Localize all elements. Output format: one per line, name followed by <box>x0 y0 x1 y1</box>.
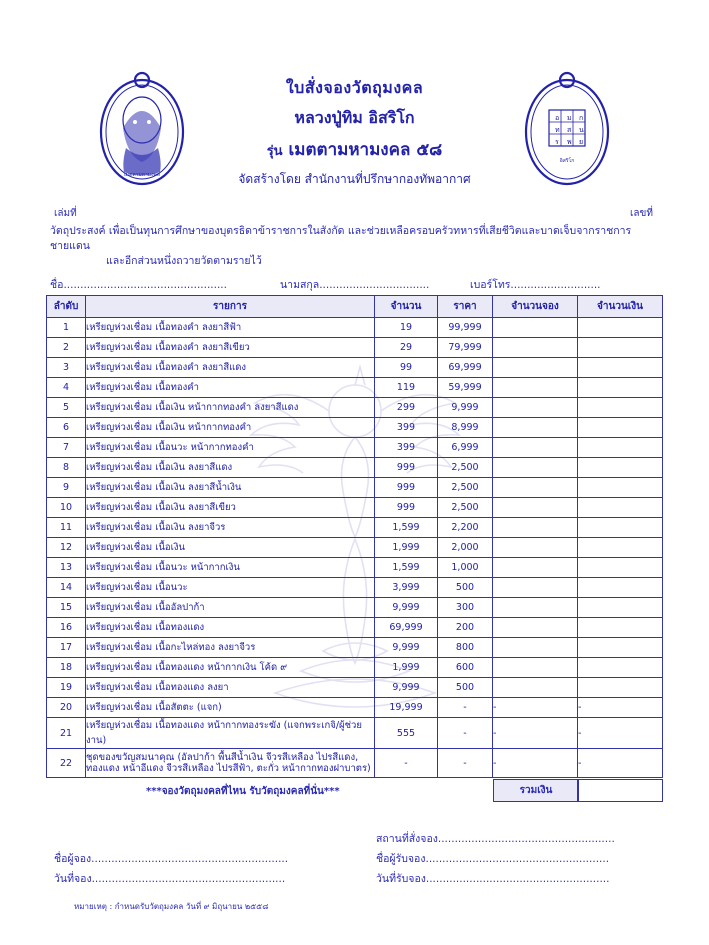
cell-qty: 1,599 <box>375 518 438 538</box>
svg-text:ก: ก <box>579 114 584 122</box>
cell-no: 16 <box>47 618 86 638</box>
amulet-yantra-icon <box>521 70 613 188</box>
purpose-block <box>50 224 663 269</box>
cell-item-line-1: ชุดของขวัญสมนาคุณ (อัลปาก้า พื้นสีน้ำเงิน จีวรสีเหลือง ไปรสีแดง, <box>86 752 359 763</box>
cell-amount[interactable] <box>578 378 663 398</box>
cell-price: 1,000 <box>438 558 493 578</box>
cell-amount[interactable] <box>578 358 663 378</box>
cell-amount[interactable] <box>578 598 663 618</box>
cell-no: 10 <box>47 498 86 518</box>
cell-price: 6,999 <box>438 438 493 458</box>
book-number-label: เล่มที่ <box>54 208 77 219</box>
cell-amount[interactable] <box>578 678 663 698</box>
cell-price: 500 <box>438 578 493 598</box>
cell-no: 14 <box>47 578 86 598</box>
cell-item: เหรียญห่วงเชื่อม เนื้ออัลปาก้า <box>86 598 375 618</box>
cell-order-qty[interactable]: - <box>493 718 578 749</box>
purpose-line-2: และอีกส่วนหนึ่งถวายวัดตามรายไว้ <box>106 255 262 267</box>
cell-price: 300 <box>438 598 493 618</box>
cell-no: 7 <box>47 438 86 458</box>
cell-qty: 3,999 <box>375 578 438 598</box>
cell-order-qty[interactable] <box>493 318 578 338</box>
cell-qty: 1,999 <box>375 538 438 558</box>
cell-no: 21 <box>47 718 86 749</box>
cell-order-qty[interactable] <box>493 618 578 638</box>
col-order-qty: จำนวนจอง <box>493 296 578 318</box>
table-row <box>47 598 663 618</box>
cell-no: 20 <box>47 698 86 718</box>
total-label-box: รวมเงิน <box>493 779 579 802</box>
cell-item: เหรียญห่วงเชื่อม เนื้อทองแดง หน้ากากเงิน โค้ด ๙ <box>86 658 375 678</box>
cell-no: 17 <box>47 638 86 658</box>
cell-item <box>86 749 375 778</box>
receiver-name-label[interactable]: ชื่อผู้รับจอง....................................................... <box>376 853 610 865</box>
svg-text:ส: ส <box>567 126 572 134</box>
cell-order-qty[interactable] <box>493 478 578 498</box>
cell-qty: 999 <box>375 478 438 498</box>
table-row <box>47 749 663 778</box>
cell-amount[interactable] <box>578 498 663 518</box>
cell-qty: 9,999 <box>375 678 438 698</box>
order-table <box>46 295 663 778</box>
table-row <box>47 538 663 558</box>
cell-order-qty[interactable] <box>493 538 578 558</box>
pickup-note: ***จองวัตถุมงคลที่ไหน รับวัตถุมงคลที่นั่น*** <box>146 786 340 797</box>
cell-qty: 1,999 <box>375 658 438 678</box>
doc-number-label: เลขที่ <box>630 208 653 219</box>
order-place-label[interactable]: สถานที่สั่งจอง..................................................... <box>376 833 615 845</box>
svg-text:พ: พ <box>567 138 572 146</box>
cell-qty: 119 <box>375 378 438 398</box>
table-row <box>47 378 663 398</box>
name-field-label: ชื่อ................................................. <box>50 279 227 291</box>
cell-item: เหรียญห่วงเชื่อม เนื้อเงิน <box>86 538 375 558</box>
cell-item: เหรียญห่วงเชื่อม เนื้อทองคำ <box>86 378 375 398</box>
cell-order-qty[interactable]: - <box>493 698 578 718</box>
cell-amount[interactable] <box>578 578 663 598</box>
cell-qty: 299 <box>375 398 438 418</box>
cell-amount[interactable] <box>578 318 663 338</box>
cell-order-qty[interactable] <box>493 438 578 458</box>
cell-qty: 399 <box>375 438 438 458</box>
cell-price: 2,000 <box>438 538 493 558</box>
col-price: ราคา <box>438 296 493 318</box>
svg-text:ม: ม <box>567 114 572 122</box>
surname-field-label: นามสกุล................................. <box>280 279 430 291</box>
remark-line: หมายเหตุ : กำหนดรับวัตถุมงคล วันที่ ๙ มิถุนายน ๒๕๕๘ <box>74 902 269 911</box>
table-row <box>47 698 663 718</box>
cell-amount[interactable] <box>578 418 663 438</box>
receive-date-label[interactable]: วันที่รับจอง....................................................... <box>376 873 610 885</box>
cell-order-qty[interactable] <box>493 338 578 358</box>
cell-amount[interactable] <box>578 398 663 418</box>
cell-no: 22 <box>47 749 86 778</box>
title-block <box>190 76 519 189</box>
cell-qty: - <box>375 749 438 778</box>
cell-order-qty[interactable] <box>493 358 578 378</box>
cell-amount[interactable] <box>578 658 663 678</box>
cell-price: 8,999 <box>438 418 493 438</box>
table-row <box>47 478 663 498</box>
cell-price: 9,999 <box>438 398 493 418</box>
cell-no: 3 <box>47 358 86 378</box>
svg-text:อ: อ <box>555 114 560 122</box>
table-row <box>47 418 663 438</box>
cell-order-qty[interactable] <box>493 678 578 698</box>
table-row <box>47 318 663 338</box>
cell-item: เหรียญห่วงเชื่อม เนื้อทองคำ ลงยาสีแดง <box>86 358 375 378</box>
cell-qty: 29 <box>375 338 438 358</box>
cell-amount[interactable] <box>578 518 663 538</box>
document-header <box>0 70 709 200</box>
orderer-name-label[interactable]: ชื่อผู้จอง........................................................... <box>54 853 289 865</box>
cell-qty: 69,999 <box>375 618 438 638</box>
cell-order-qty[interactable] <box>493 558 578 578</box>
table-row <box>47 498 663 518</box>
cell-order-qty[interactable] <box>493 378 578 398</box>
total-value-box[interactable] <box>577 779 663 802</box>
table-row <box>47 638 663 658</box>
svg-text:ท: ท <box>555 126 560 134</box>
cell-item: เหรียญห่วงเชื่อม เนื้อกะไหล่ทอง ลงยาจีวร <box>86 638 375 658</box>
cell-price: 69,999 <box>438 358 493 378</box>
cell-no: 11 <box>47 518 86 538</box>
cell-item: เหรียญห่วงเชื่อม เนื้อทองคำ ลงยาสีเขียว <box>86 338 375 358</box>
cell-order-qty[interactable] <box>493 598 578 618</box>
cell-qty: 555 <box>375 718 438 749</box>
table-row <box>47 518 663 538</box>
cell-price: 79,999 <box>438 338 493 358</box>
amulet-portrait-icon <box>96 70 188 188</box>
signature-row-1 <box>46 850 663 870</box>
col-no: ลำดับ <box>47 296 86 318</box>
cell-qty: 9,999 <box>375 598 438 618</box>
cell-item-line-2: ทองแดง หน้าอีแดง จีวรสีเหลือง ไปรสีฟ้า, ตะกั่ว หน้ากากทองฝาบาตร) <box>86 763 371 774</box>
col-qty: จำนวน <box>375 296 438 318</box>
cell-item: เหรียญห่วงเชื่อม เนื้อเงิน ลงยาจีวร <box>86 518 375 538</box>
cell-qty: 399 <box>375 418 438 438</box>
cell-order-qty[interactable] <box>493 458 578 478</box>
cell-no: 13 <box>47 558 86 578</box>
page-title: ใบสั่งจองวัตถุมงคล <box>285 78 424 97</box>
cell-qty: 999 <box>375 458 438 478</box>
cell-item: เหรียญห่วงเชื่อม เนื้อทองแดง ลงยา <box>86 678 375 698</box>
cell-price: 2,500 <box>438 478 493 498</box>
purpose-line-1: วัตถุประสงค์ เพื่อเป็นทุนการศึกษาของบุตรธิดาข้าราชการในสังกัด และช่วยเหลือครอบครัวทหารที่เสียชีวิตและบาดเจ็บจากราชการชายแดน <box>50 225 632 252</box>
cell-item: เหรียญห่วงเชื่อม เนื้อสัตตะ (แจก) <box>86 698 375 718</box>
cell-qty: 9,999 <box>375 638 438 658</box>
edition-line <box>190 136 519 163</box>
cell-price: 99,999 <box>438 318 493 338</box>
cell-amount[interactable] <box>578 538 663 558</box>
table-body <box>47 318 663 778</box>
place-row <box>46 830 663 850</box>
cell-no: 15 <box>47 598 86 618</box>
cell-order-qty[interactable] <box>493 398 578 418</box>
cell-item: เหรียญห่วงเชื่อม เนื้อเงิน ลงยาสีน้ำเงิน <box>86 478 375 498</box>
cell-no: 2 <box>47 338 86 358</box>
footer-block <box>46 830 663 890</box>
table-row <box>47 658 663 678</box>
cell-amount[interactable] <box>578 458 663 478</box>
cell-qty: 19 <box>375 318 438 338</box>
cell-amount[interactable] <box>578 438 663 458</box>
cell-price: - <box>438 749 493 778</box>
cell-no: 5 <box>47 398 86 418</box>
cell-item: เหรียญห่วงเชื่อม เนื้อทองคำ ลงยาสีฟ้า <box>86 318 375 338</box>
table-row <box>47 338 663 358</box>
cell-order-qty[interactable] <box>493 498 578 518</box>
cell-no: 12 <box>47 538 86 558</box>
cell-item: เหรียญห่วงเชื่อม เนื้อนวะ <box>86 578 375 598</box>
order-date-label[interactable]: วันที่จอง.......................................................... <box>54 873 286 885</box>
signature-row-2 <box>46 870 663 890</box>
cell-amount[interactable] <box>578 338 663 358</box>
cell-qty: 19,999 <box>375 698 438 718</box>
table-row <box>47 558 663 578</box>
cell-no: 1 <box>47 318 86 338</box>
cell-order-qty[interactable] <box>493 518 578 538</box>
svg-text:อิสริโก: อิสริโก <box>559 158 575 164</box>
cell-no: 4 <box>47 378 86 398</box>
col-item: รายการ <box>86 296 375 318</box>
cell-item: เหรียญห่วงเชื่อม เนื้อเงิน หน้ากากทองคำ <box>86 418 375 438</box>
cell-amount[interactable]: - <box>578 749 663 778</box>
table-row <box>47 458 663 478</box>
cell-price: 600 <box>438 658 493 678</box>
cell-amount[interactable]: - <box>578 698 663 718</box>
note-total-row <box>46 780 663 804</box>
organizer-line: จัดสร้างโดย สำนักงานที่ปรึกษากองทัพอากาศ <box>238 172 471 186</box>
table-row <box>47 358 663 378</box>
monk-name: หลวงปู่ทิม อิสริโก <box>294 108 415 127</box>
cell-qty: 999 <box>375 498 438 518</box>
cell-price: 2,200 <box>438 518 493 538</box>
table-row <box>47 618 663 638</box>
cell-item: เหรียญห่วงเชื่อม เนื้อทองแดง <box>86 618 375 638</box>
cell-price: 200 <box>438 618 493 638</box>
cell-amount[interactable] <box>578 478 663 498</box>
cell-price: 2,500 <box>438 498 493 518</box>
phone-label: เบอร์โทร <box>470 279 511 291</box>
svg-text:เมตตามหามงคล: เมตตามหามงคล <box>124 172 160 178</box>
table-row <box>47 438 663 458</box>
table-row <box>47 678 663 698</box>
edition-name: เมตตามหามงคล ๕๘ <box>288 140 443 160</box>
cell-order-qty[interactable] <box>493 418 578 438</box>
col-amount: จำนวนเงิน <box>578 296 663 318</box>
order-table-wrap <box>46 295 663 778</box>
cell-amount[interactable]: - <box>578 718 663 749</box>
cell-no: 6 <box>47 418 86 438</box>
cell-amount[interactable] <box>578 558 663 578</box>
cell-price: 2,500 <box>438 458 493 478</box>
doc-numbers-row <box>46 206 663 220</box>
cell-price: 800 <box>438 638 493 658</box>
svg-text:น: น <box>579 126 584 134</box>
phone-field-label: เบอร์โทร........................... <box>470 279 601 291</box>
cell-order-qty[interactable]: - <box>493 749 578 778</box>
table-header-row <box>47 296 663 318</box>
cell-item: เหรียญห่วงเชื่อม เนื้อเงิน ลงยาสีเขียว <box>86 498 375 518</box>
cell-amount[interactable] <box>578 618 663 638</box>
cell-item: เหรียญห่วงเชื่อม เนื้อนวะ หน้ากากทองคำ <box>86 438 375 458</box>
cell-price: - <box>438 698 493 718</box>
cell-order-qty[interactable] <box>493 658 578 678</box>
cell-item: เหรียญห่วงเชื่อม เนื้อเงิน ลงยาสีแดง <box>86 458 375 478</box>
cell-no: 19 <box>47 678 86 698</box>
surname-label: นามสกุล <box>280 279 320 291</box>
cell-qty: 99 <box>375 358 438 378</box>
cell-order-qty[interactable] <box>493 638 578 658</box>
cell-price: 500 <box>438 678 493 698</box>
table-row <box>47 718 663 749</box>
cell-qty: 1,599 <box>375 558 438 578</box>
name-label: ชื่อ <box>50 279 64 291</box>
customer-name-row <box>50 276 663 290</box>
cell-no: 8 <box>47 458 86 478</box>
cell-item: เหรียญห่วงเชื่อม เนื้อเงิน หน้ากากทองคำ ลงยาสีแดง <box>86 398 375 418</box>
cell-order-qty[interactable] <box>493 578 578 598</box>
cell-price: - <box>438 718 493 749</box>
table-row <box>47 398 663 418</box>
cell-item: เหรียญห่วงเชื่อม เนื้อนวะ หน้ากากเงิน <box>86 558 375 578</box>
cell-item: เหรียญห่วงเชื่อม เนื้อทองแดง หน้ากากทองระฆัง (แจกพระเกจิ/ผู้ช่วยงาน) <box>86 718 375 749</box>
svg-text:ร: ร <box>555 138 559 146</box>
cell-no: 18 <box>47 658 86 678</box>
svg-text:ย: ย <box>579 138 584 146</box>
table-row <box>47 578 663 598</box>
edition-prefix: รุ่น <box>266 144 283 159</box>
cell-price: 59,999 <box>438 378 493 398</box>
cell-amount[interactable] <box>578 638 663 658</box>
cell-no: 9 <box>47 478 86 498</box>
